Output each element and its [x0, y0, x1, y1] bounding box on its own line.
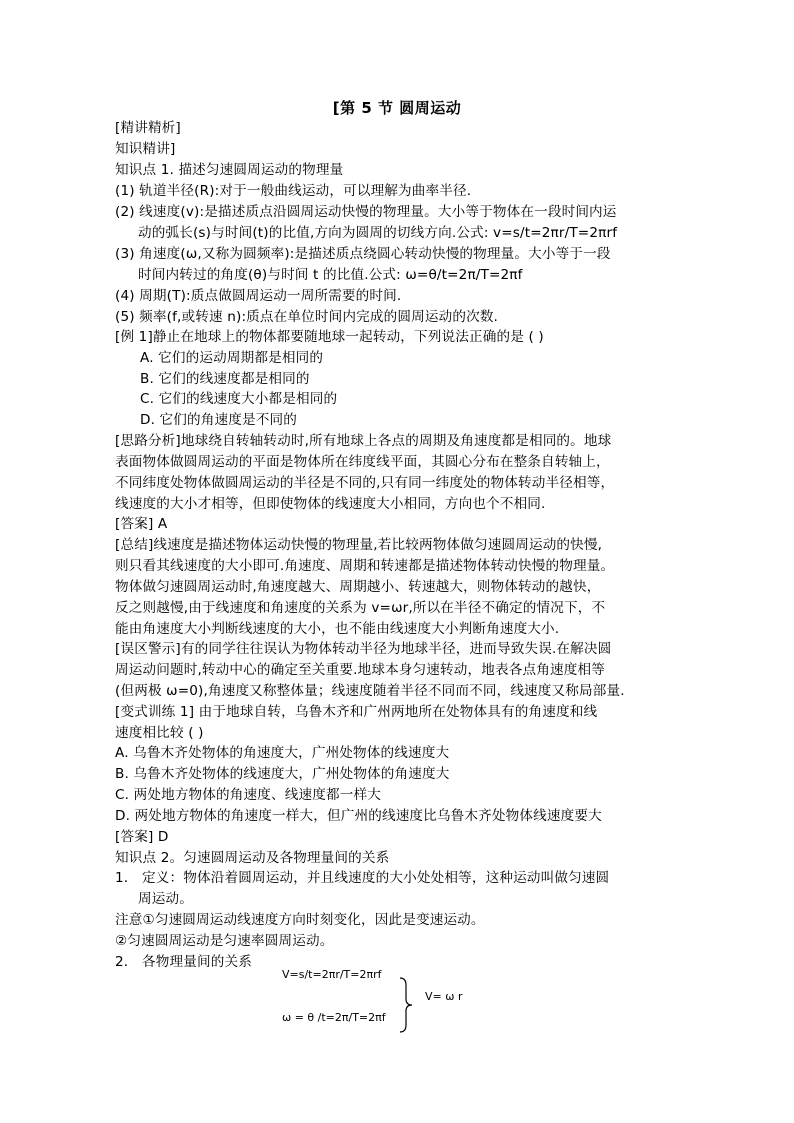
- variant-1-option-b: B. 乌鲁木齐处物体的线速度大，广州处物体的角速度大: [115, 766, 450, 782]
- warning-line-2: 周运动问题时,转动中心的确定至关重要.地球本身匀速转动，地表各点角速度相等: [115, 662, 605, 678]
- answer-1: [答案] A: [115, 516, 168, 532]
- answer-variant-1: [答案] D: [115, 829, 169, 845]
- summary-line-5: 能由角速度大小判断线速度的大小，也不能由线速度大小判断角速度大小.: [115, 621, 560, 637]
- item-angular-velocity-cont: 时间内转过的角度(θ)与时间 t 的比值.公式: ω=θ/t=2π/T=2πf: [138, 267, 523, 283]
- variant-1-option-c: C. 两处地方物体的角速度、线速度都一样大: [115, 787, 381, 803]
- definition-line-1: 1． 定义：物体沿着圆周运动，并且线速度的大小处处相等，这种运动叫做匀速圆: [115, 870, 610, 886]
- example-1-option-b: B. 它们的线速度都是相同的: [140, 371, 310, 387]
- variant-1-option-a: A. 乌鲁木齐处物体的角速度大，广州处物体的线速度大: [115, 745, 450, 761]
- relations-heading: 2． 各物理量间的关系: [115, 954, 252, 970]
- formula-v-equals-omega-r: V= ω r: [425, 990, 463, 1003]
- definition-line-2: 周运动。: [138, 891, 193, 907]
- analysis-line-3: 不同纬度处物体做圆周运动的半径是不同的,只有同一纬度处的物体转动半径相等，: [115, 475, 615, 491]
- summary-line-2: 则只看其线速度的大小即可.角速度、周期和转速都是描述物体转动快慢的物理量。: [115, 558, 615, 574]
- right-brace-icon: [397, 977, 417, 1033]
- knowledge-point-2-heading: 知识点 2。匀速圆周运动及各物理量间的关系: [115, 850, 390, 866]
- item-radius: (1) 轨道半径(R):对于一般曲线运动，可以理解为曲率半径.: [115, 183, 472, 199]
- example-1-option-d: D. 它们的角速度是不同的: [140, 412, 297, 428]
- note-line-1: 注意①匀速圆周运动线速度方向时刻变化，因此是变速运动。: [115, 912, 485, 928]
- summary-line-4: 反之则越慢,由于线速度和角速度的关系为 v=ωr,所以在半径不确定的情况下，不: [115, 600, 606, 616]
- section-title: [第 5 节 圆周运动: [332, 99, 462, 117]
- formula-angular-velocity: ω = θ /t=2π/T=2πf: [282, 1011, 386, 1024]
- analysis-line-2: 表面物体做圆周运动的平面是物体所在纬度线平面，其圆心分布在整条自转轴上，: [115, 454, 610, 470]
- analysis-line-1: [思路分析]地球绕自转轴转动时,所有地球上各点的周期及角速度都是相同的。地球: [115, 433, 612, 449]
- variant-1-option-d: D. 两处地方物体的角速度一样大，但广州的线速度比乌鲁木齐处物体线速度要大: [115, 808, 602, 824]
- summary-line-1: [总结]线速度是描述物体运动快慢的物理量,若比较两物体做匀速圆周运动的快慢,: [115, 537, 603, 553]
- variant-1-question: [变式训练 1] 由于地球自转，乌鲁木齐和广州两地所在处物体具有的角速度和线: [115, 704, 598, 720]
- warning-line-1: [误区警示]有的同学往往误认为物体转动半径为地球半径，进而导致失误.在解决圆: [115, 641, 612, 657]
- section-label-knowledge: 知识精讲]: [115, 141, 176, 157]
- summary-line-3: 物体做匀速圆周运动时,角速度越大、周期越小、转速越大，则物体转动的越快，: [115, 579, 601, 595]
- item-period: (4) 周期(T):质点做圆周运动一周所需要的时间.: [115, 288, 402, 304]
- note-line-2: ②匀速圆周运动是匀速率圆周运动。: [115, 933, 334, 949]
- item-linear-velocity: (2) 线速度(v):是描述质点沿圆周运动快慢的物理量。大小等于物体在一段时间内运: [115, 204, 617, 220]
- knowledge-point-1-heading: 知识点 1. 描述匀速圆周运动的物理量: [115, 162, 344, 178]
- example-1-question: [例 1]静止在地球上的物体都要随地球一起转动，下列说法正确的是 ( ): [115, 329, 544, 345]
- formula-linear-velocity: V=s/t=2πr/T=2πrf: [282, 968, 382, 981]
- item-angular-velocity: (3) 角速度(ω,又称为圆频率):是描述质点绕圆心转动快慢的物理量。大小等于一段: [115, 246, 611, 262]
- section-label-jingjiang: [精讲精析]: [115, 120, 181, 136]
- item-frequency: (5) 频率(f,或转速 n):质点在单位时间内完成的圆周运动的次数.: [115, 309, 499, 325]
- variant-1-question-cont: 速度相比较 ( ): [115, 725, 204, 741]
- example-1-option-c: C. 它们的线速度大小都是相同的: [140, 391, 338, 407]
- warning-line-3: (但两极 ω=0),角速度又称整体量；线速度随着半径不同而不同，线速度又称局部量.: [115, 683, 625, 699]
- analysis-line-4: 线速度的大小才相等，但即使物体的线速度大小相同，方向也个不相同.: [115, 496, 546, 512]
- item-linear-velocity-cont: 动的弧长(s)与时间(t)的比值,方向为圆周的切线方向.公式: v=s/t=2πr/T=2πrf: [138, 225, 618, 241]
- example-1-option-a: A. 它们的运动周期都是相同的: [140, 350, 324, 366]
